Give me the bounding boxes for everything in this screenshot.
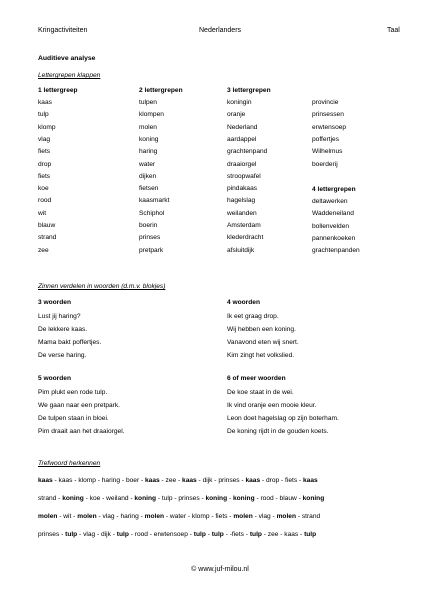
keyword: molen [276, 513, 296, 520]
syllable-word: oranje [227, 111, 246, 119]
syllable-word: haring [139, 148, 158, 156]
syllable-word: rood [38, 197, 52, 205]
syllable-word: fiets [38, 172, 51, 180]
syllable-word: kaas [38, 99, 52, 106]
sentence: Ik eet graag drop. [227, 313, 279, 320]
page-title: Auditieve analyse [38, 55, 96, 62]
section-heading-lettergrepen: Lettergrepen klappen [38, 72, 101, 79]
syllable-word: tulp [38, 111, 49, 119]
syllable-word: weilanden [227, 209, 257, 217]
syllable-word: koe [38, 185, 49, 193]
keyword: tulp [193, 531, 206, 538]
header-left: Kringactiviteiten [38, 27, 88, 34]
group-header: 4 woorden [227, 299, 260, 306]
sentence: Vanavond eten wij snert. [227, 339, 299, 346]
keyword-line: strand - koning - koe - weiland - koning - tulp - prinses - koning - koning - rood - blauw - koning [38, 495, 325, 502]
section-heading-trefwoord: Trefwoord herkennen [38, 460, 101, 467]
keyword: kaas [182, 477, 197, 484]
keyword: tulp [249, 531, 262, 538]
group-header: 3 woorden [38, 299, 71, 306]
syllable-word: stroopwafel [227, 172, 261, 180]
column-header: 3 lettergrepen [227, 87, 271, 94]
syllable-word: Waddeneiland [312, 210, 354, 218]
sentence: Wij hebben een koning. [227, 326, 296, 333]
keyword: kaas [145, 477, 160, 484]
header-center: Nederlanders [199, 27, 242, 34]
keyword: molen [77, 513, 97, 520]
syllable-word: Schiphol [139, 209, 165, 217]
keyword: kaas [245, 477, 261, 484]
syllable-word: pindakaas [227, 185, 258, 193]
footer-copyright: © www.juf-milou.nl [191, 566, 249, 573]
syllable-word: boerin [139, 222, 158, 229]
syllable-word: grachtenpanden [312, 247, 360, 255]
syllable-word: vlag [38, 135, 51, 143]
group-header: 5 woorden [38, 375, 71, 382]
syllable-word: fiets [38, 148, 51, 156]
syllable-word: drop [38, 160, 52, 168]
sentence: Pim plukt een rode tulp. [38, 389, 108, 396]
sentence: Pim draait aan het draaiorgel. [38, 428, 125, 435]
section-heading-zinnen: Zinnen verdelen in woorden (d.m.v. blokjes) [38, 283, 166, 290]
syllable-word: aardappel [227, 135, 257, 143]
keyword: koning [205, 495, 228, 502]
header-right: Taal [387, 27, 400, 34]
sentence: De lekkere kaas. [38, 326, 88, 333]
sentence: Leon doet hagelslag op zijn boterham. [227, 415, 339, 422]
syllable-word: molen [139, 123, 157, 131]
keyword: kaas [303, 477, 318, 484]
syllable-word: deltawerken [312, 198, 348, 205]
column-header: 4 lettergrepen [312, 186, 356, 193]
syllable-word: pretpark [139, 246, 164, 254]
sentence: De koning rijdt in de gouden koets. [227, 428, 329, 435]
syllable-word: bollenvelden [312, 222, 350, 230]
keyword-line: molen - wit - molen - vlag - haring - molen - water - klomp - fiets - molen - vlag - molen - strand [38, 513, 321, 520]
sentence: We gaan naar een pretpark. [38, 402, 120, 409]
sentence: De verse haring. [38, 352, 87, 359]
keyword: koning [302, 495, 325, 502]
keyword: kaas [38, 477, 53, 484]
keyword: tulp [116, 531, 129, 538]
keyword: molen [38, 513, 58, 520]
sentence: Lust jij haring? [38, 313, 81, 320]
syllable-word: grachtenpand [227, 148, 268, 156]
keyword: tulp [65, 531, 78, 538]
syllable-word: pannenkoeken [312, 234, 356, 242]
syllable-word: zee [38, 246, 49, 254]
keyword: koning [232, 495, 255, 502]
syllable-word: fietsen [139, 185, 159, 193]
keyword: koning [62, 495, 84, 502]
syllable-word: prinses [139, 234, 161, 242]
syllable-word: Amsterdam [227, 222, 261, 229]
syllable-word: klompen [139, 111, 164, 119]
sentence: Kim zingt het volkslied. [227, 352, 295, 359]
keyword: tulp [211, 531, 224, 538]
syllable-word: erwtensoep [312, 123, 347, 131]
syllable-word: klomp [38, 123, 56, 131]
syllable-word: prinsessen [312, 111, 344, 119]
syllable-word: wit [38, 209, 47, 217]
keyword-line: kaas - kaas - klomp - haring - boer - kaas - zee - kaas - dijk - prinses - kaas - drop - fiets - kaas [38, 477, 318, 484]
syllable-word: tulpen [139, 99, 157, 106]
syllable-word: Wilhelmus [312, 148, 343, 156]
syllable-word: strand [38, 234, 57, 242]
syllable-word: provincie [312, 99, 339, 106]
group-header: 6 of meer woorden [227, 375, 286, 382]
syllable-word: water [139, 160, 156, 168]
column-header: 2 lettergrepen [139, 87, 183, 94]
syllable-word: kaasmarkt [139, 197, 170, 205]
syllable-word: dijken [139, 172, 157, 180]
syllable-word: Nederland [227, 123, 258, 131]
syllable-word: draaiorgel [227, 160, 257, 168]
syllable-word: klederdracht [227, 234, 264, 242]
sentence: Mama bakt poffertjes. [38, 339, 102, 346]
sentence: De tulpen staan in bloei. [38, 415, 109, 422]
keyword: tulp [304, 531, 317, 538]
syllable-word: koningin [227, 99, 252, 106]
syllable-word: poffertjes [312, 135, 340, 143]
keyword: koning [134, 495, 157, 502]
keyword: molen [233, 513, 253, 520]
sentence: Ik vind oranje een mooie kleur. [227, 402, 317, 409]
syllable-word: afsluitdijk [227, 246, 255, 254]
column-header: 1 lettergreep [38, 87, 78, 94]
syllable-word: koning [139, 135, 159, 143]
sentence: De koe staat in de wei. [227, 389, 294, 396]
syllable-word: boerderij [312, 160, 338, 168]
syllable-word: hagelslag [227, 197, 256, 205]
keyword-line: prinses - tulp - vlag - dijk - tulp - rood - erwtensoep - tulp - tulp - -fiets - tulp - zee - kaas - tulp [38, 531, 317, 538]
syllable-word: blauw [38, 222, 56, 229]
keyword: molen [144, 513, 165, 520]
